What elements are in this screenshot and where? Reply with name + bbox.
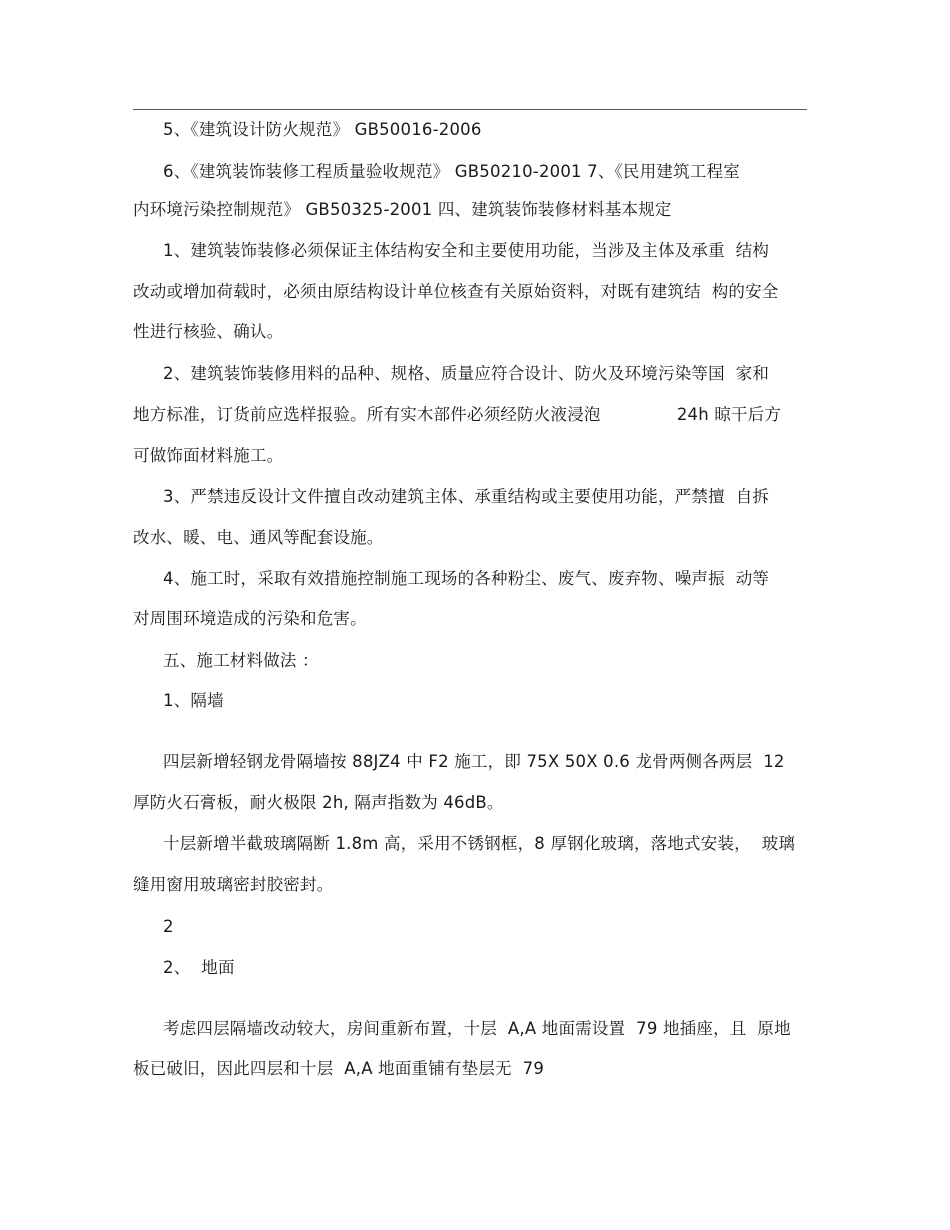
text-line: 3、严禁违反设计文件擅自改动建筑主体、承重结构或主要使用功能，严禁擅 自拆 <box>163 487 770 506</box>
text-line: 考虑四层隔墙改动较大，房间重新布置，十层 A,A 地面需设置 79 地插座，且 原地 <box>163 1019 791 1038</box>
text-line: 厚防火石膏板，耐火极限 2h, 隔声指数为 46dB。 <box>133 793 504 812</box>
text-line: 5、《建筑设计防火规范》 GB50016-2006 <box>163 120 482 139</box>
subsection-heading: 1、隔墙 <box>163 691 224 710</box>
page-number: 2 <box>163 917 174 936</box>
text-line: 板已破旧，因此四层和十层 A,A 地面重铺有垫层无 79 <box>133 1059 545 1078</box>
text-line: 改水、暖、电、通风等配套设施。 <box>133 528 384 547</box>
text-line: 1、建筑装饰装修必须保证主体结构安全和主要使用功能，当涉及主体及承重 结构 <box>163 241 770 260</box>
text-line: 2、建筑装饰装修用料的品种、规格、质量应符合设计、防火及环境污染等国 家和 <box>163 364 770 383</box>
header-divider <box>133 109 807 110</box>
section-heading: 五、施工材料做法 ： <box>163 651 319 670</box>
text-line: 改动或增加荷载时，必须由原结构设计单位核查有关原始资料，对既有建筑结 构的安全 <box>133 282 779 301</box>
text-line: 对周围环境造成的污染和危害。 <box>133 609 367 628</box>
text-line: 缝用窗用玻璃密封胶密封。 <box>133 875 334 894</box>
text-line: 十层新增半截玻璃隔断 1.8m 高，采用不锈钢框，8 厚钢化玻璃，落地式安装， 玻璃 <box>163 834 796 853</box>
text-line: 地方标准，订货前应选样报验。所有实木部件必须经防火液浸泡 24h 晾干后方 <box>133 405 782 424</box>
text-line: 内环境污染控制规范》 GB50325-2001 四、建筑装饰装修材料基本规定 <box>133 200 672 219</box>
text-line: 可做饰面材料施工。 <box>133 446 284 465</box>
text-line: 6、《建筑装饰装修工程质量验收规范》 GB50210-2001 7、《民用建筑工程室 <box>163 162 740 181</box>
text-line: 4、施工时，采取有效措施控制施工现场的各种粉尘、废气、废弃物、噪声振 动等 <box>163 569 770 588</box>
subsection-heading: 2、 地面 <box>163 958 235 977</box>
text-line: 性进行核验、确认。 <box>133 322 284 341</box>
text-line: 四层新增轻钢龙骨隔墙按 88JZ4 中 F2 施工，即 75X 50X 0.6 龙骨两侧各两层 12 <box>163 752 785 771</box>
